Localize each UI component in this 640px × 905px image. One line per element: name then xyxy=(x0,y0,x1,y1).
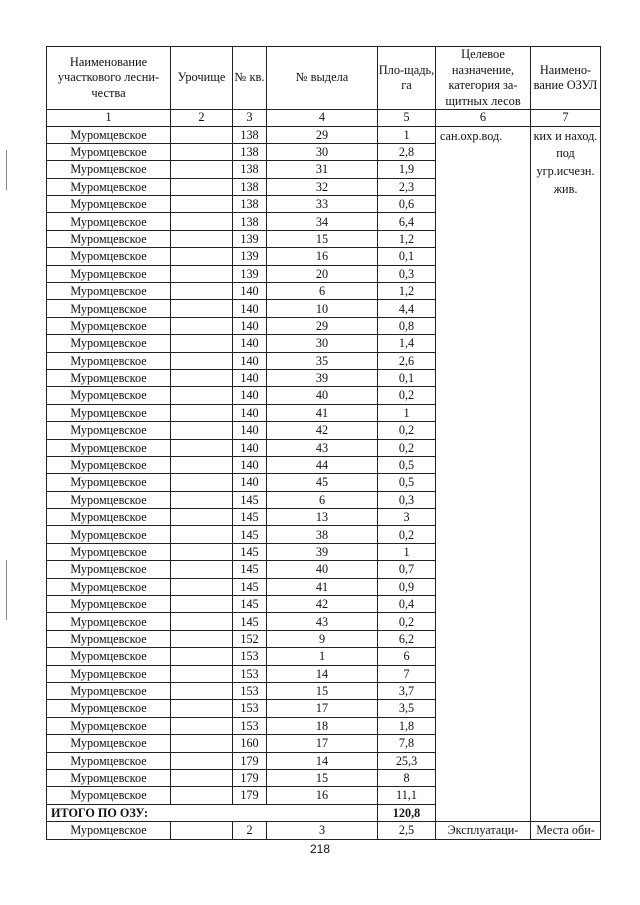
cell-urochishche xyxy=(171,665,233,682)
column-number-row xyxy=(47,110,601,127)
cell-kvartal: 179 xyxy=(233,769,267,786)
cell-urochishche xyxy=(171,387,233,404)
column-number: 1 xyxy=(47,110,171,127)
cell-lesnichestvo: Муромцевское xyxy=(47,787,171,804)
cell-vydel: 14 xyxy=(267,752,378,769)
page-number: 218 xyxy=(309,842,331,856)
header-lesnichestvo: Наименование участкового лесни-чества xyxy=(47,47,171,110)
cell-lesnichestvo: Муромцевское xyxy=(47,613,171,630)
cell-lesnichestvo: Муромцевское xyxy=(47,543,171,560)
cell-lesnichestvo: Муромцевское xyxy=(47,317,171,334)
cell-vydel: 6 xyxy=(267,491,378,508)
cell-naznachenie-group xyxy=(436,126,531,822)
cell-urochishche xyxy=(171,404,233,421)
cell-kvartal: 138 xyxy=(233,213,267,230)
cell-ploshchad: 25,3 xyxy=(378,752,436,769)
cell-urochishche xyxy=(171,752,233,769)
column-number: 3 xyxy=(233,110,267,127)
header-ozul: Наимено-вание ОЗУЛ xyxy=(531,47,601,110)
cell-urochishche xyxy=(171,439,233,456)
header-ploshchad: Пло-щадь, га xyxy=(378,47,436,110)
cell-ploshchad: 7 xyxy=(378,665,436,682)
cell-vydel: 34 xyxy=(267,213,378,230)
cell-urochishche xyxy=(171,178,233,195)
cell-lesnichestvo: Муромцевское xyxy=(47,578,171,595)
cell-ploshchad: 0,1 xyxy=(378,369,436,386)
cell-ploshchad: 1 xyxy=(378,404,436,421)
cell-vydel: 44 xyxy=(267,456,378,473)
cell-lesnichestvo: Муромцевское xyxy=(47,265,171,282)
cell-urochishche xyxy=(171,543,233,560)
cell-vydel: 13 xyxy=(267,509,378,526)
cell-urochishche xyxy=(171,196,233,213)
cell-vydel: 39 xyxy=(267,369,378,386)
cell-vydel: 10 xyxy=(267,300,378,317)
cell-vydel: 20 xyxy=(267,265,378,282)
cell-ploshchad: 8 xyxy=(378,769,436,786)
cell-lesnichestvo: Муромцевское xyxy=(47,283,171,300)
cell-ploshchad: 6,2 xyxy=(378,630,436,647)
cell-lesnichestvo: Муромцевское xyxy=(47,665,171,682)
cell-urochishche xyxy=(171,491,233,508)
cell-lesnichestvo: Муромцевское xyxy=(47,456,171,473)
cell-urochishche xyxy=(171,509,233,526)
cell-urochishche xyxy=(171,596,233,613)
cell-kvartal: 153 xyxy=(233,648,267,665)
cell-kvartal: 179 xyxy=(233,752,267,769)
cell-ploshchad: 0,9 xyxy=(378,578,436,595)
cell-naznachenie: Эксплуатаци- xyxy=(436,822,531,839)
cell-ploshchad: 1,2 xyxy=(378,283,436,300)
cell-lesnichestvo: Муромцевское xyxy=(47,196,171,213)
header-kvartal: № кв. xyxy=(233,47,267,110)
cell-lesnichestvo: Муромцевское xyxy=(47,561,171,578)
cell-vydel: 41 xyxy=(267,578,378,595)
cell-vydel: 15 xyxy=(267,230,378,247)
cell-urochishche xyxy=(171,161,233,178)
cell-vydel: 45 xyxy=(267,474,378,491)
cell-lesnichestvo: Муромцевское xyxy=(47,300,171,317)
cell-vydel: 16 xyxy=(267,787,378,804)
cell-kvartal: 145 xyxy=(233,543,267,560)
cell-kvartal: 140 xyxy=(233,474,267,491)
scan-artifact-line xyxy=(6,150,7,190)
cell-ploshchad: 2,3 xyxy=(378,178,436,195)
cell-kvartal: 145 xyxy=(233,509,267,526)
cell-ploshchad: 1,4 xyxy=(378,335,436,352)
cell-lesnichestvo: Муромцевское xyxy=(47,213,171,230)
cell-urochishche xyxy=(171,700,233,717)
cell-kvartal: 153 xyxy=(233,717,267,734)
cell-urochishche xyxy=(171,283,233,300)
cell-ploshchad: 0,2 xyxy=(378,526,436,543)
cell-ploshchad: 2,6 xyxy=(378,352,436,369)
cell-urochishche xyxy=(171,561,233,578)
cell-lesnichestvo: Муромцевское xyxy=(47,769,171,786)
column-number: 2 xyxy=(171,110,233,127)
cell-vydel: 33 xyxy=(267,196,378,213)
cell-urochishche xyxy=(171,630,233,647)
cell-lesnichestvo: Муромцевское xyxy=(47,700,171,717)
table-row xyxy=(47,822,601,839)
cell-kvartal: 145 xyxy=(233,526,267,543)
cell-vydel: 9 xyxy=(267,630,378,647)
cell-ploshchad: 0,7 xyxy=(378,561,436,578)
cell-urochishche xyxy=(171,456,233,473)
cell-urochishche xyxy=(171,822,233,839)
cell-vydel: 17 xyxy=(267,700,378,717)
cell-ploshchad: 1,2 xyxy=(378,230,436,247)
cell-urochishche xyxy=(171,300,233,317)
cell-vydel: 40 xyxy=(267,561,378,578)
cell-ploshchad: 6,4 xyxy=(378,213,436,230)
cell-ploshchad: 1,9 xyxy=(378,161,436,178)
cell-kvartal: 139 xyxy=(233,248,267,265)
cell-vydel: 15 xyxy=(267,683,378,700)
cell-urochishche xyxy=(171,613,233,630)
cell-ploshchad: 1 xyxy=(378,126,436,143)
cell-vydel: 14 xyxy=(267,665,378,682)
cell-vydel: 42 xyxy=(267,596,378,613)
cell-kvartal: 140 xyxy=(233,369,267,386)
cell-urochishche xyxy=(171,369,233,386)
cell-lesnichestvo: Муромцевское xyxy=(47,717,171,734)
cell-vydel: 31 xyxy=(267,161,378,178)
cell-kvartal: 140 xyxy=(233,404,267,421)
cell-kvartal: 140 xyxy=(233,422,267,439)
cell-vydel: 40 xyxy=(267,387,378,404)
cell-lesnichestvo: Муромцевское xyxy=(47,822,171,839)
cell-lesnichestvo: Муромцевское xyxy=(47,439,171,456)
column-number: 6 xyxy=(436,110,531,127)
cell-lesnichestvo: Муромцевское xyxy=(47,596,171,613)
cell-ploshchad: 0,2 xyxy=(378,613,436,630)
header-urochishche: Урочище xyxy=(171,47,233,110)
cell-kvartal: 140 xyxy=(233,456,267,473)
cell-ploshchad: 3,5 xyxy=(378,700,436,717)
cell-kvartal: 140 xyxy=(233,300,267,317)
cell-ploshchad: 3,7 xyxy=(378,683,436,700)
cell-ploshchad: 0,3 xyxy=(378,491,436,508)
cell-urochishche xyxy=(171,143,233,160)
cell-kvartal: 145 xyxy=(233,491,267,508)
header-naznachenie: Целевое назначение, категория за-щитных лесов xyxy=(436,47,531,110)
cell-urochishche xyxy=(171,735,233,752)
cell-ploshchad: 0,2 xyxy=(378,439,436,456)
cell-vydel: 6 xyxy=(267,283,378,300)
cell-kvartal: 140 xyxy=(233,352,267,369)
cell-urochishche xyxy=(171,526,233,543)
cell-urochishche xyxy=(171,265,233,282)
cell-lesnichestvo: Муромцевское xyxy=(47,143,171,160)
ozul-text: ких и наход. под угр.исчезн. жив. xyxy=(533,128,598,196)
cell-lesnichestvo: Муромцевское xyxy=(47,422,171,439)
cell-urochishche xyxy=(171,787,233,804)
cell-lesnichestvo: Муромцевское xyxy=(47,526,171,543)
cell-kvartal: 153 xyxy=(233,665,267,682)
cell-ploshchad: 0,2 xyxy=(378,422,436,439)
cell-vydel: 43 xyxy=(267,439,378,456)
cell-vydel: 42 xyxy=(267,422,378,439)
cell-lesnichestvo: Муромцевское xyxy=(47,230,171,247)
cell-lesnichestvo: Муромцевское xyxy=(47,474,171,491)
cell-lesnichestvo: Муромцевское xyxy=(47,630,171,647)
cell-vydel: 15 xyxy=(267,769,378,786)
naznachenie-text: сан.охр.вод. xyxy=(440,128,503,143)
cell-ploshchad: 2,5 xyxy=(378,822,436,839)
cell-lesnichestvo: Муромцевское xyxy=(47,491,171,508)
cell-lesnichestvo: Муромцевское xyxy=(47,126,171,143)
cell-kvartal: 145 xyxy=(233,578,267,595)
cell-kvartal: 145 xyxy=(233,561,267,578)
cell-vydel: 30 xyxy=(267,143,378,160)
cell-urochishche xyxy=(171,126,233,143)
cell-vydel: 41 xyxy=(267,404,378,421)
cell-kvartal: 140 xyxy=(233,439,267,456)
cell-kvartal: 2 xyxy=(233,822,267,839)
cell-lesnichestvo: Муромцевское xyxy=(47,648,171,665)
cell-urochishche xyxy=(171,474,233,491)
cell-lesnichestvo: Муромцевское xyxy=(47,752,171,769)
cell-vydel: 30 xyxy=(267,335,378,352)
header-vydel: № выдела xyxy=(267,47,378,110)
cell-lesnichestvo: Муромцевское xyxy=(47,248,171,265)
cell-kvartal: 179 xyxy=(233,787,267,804)
cell-urochishche xyxy=(171,717,233,734)
cell-ozul: Места оби- xyxy=(531,822,601,839)
cell-urochishche xyxy=(171,335,233,352)
cell-kvartal: 139 xyxy=(233,265,267,282)
table-row xyxy=(47,126,601,143)
cell-lesnichestvo: Муромцевское xyxy=(47,509,171,526)
cell-ploshchad: 1 xyxy=(378,543,436,560)
cell-kvartal: 138 xyxy=(233,143,267,160)
cell-vydel: 1 xyxy=(267,648,378,665)
cell-urochishche xyxy=(171,317,233,334)
cell-lesnichestvo: Муромцевское xyxy=(47,404,171,421)
cell-kvartal: 140 xyxy=(233,335,267,352)
cell-ploshchad: 4,4 xyxy=(378,300,436,317)
cell-vydel: 35 xyxy=(267,352,378,369)
cell-urochishche xyxy=(171,683,233,700)
column-number: 4 xyxy=(267,110,378,127)
cell-kvartal: 140 xyxy=(233,387,267,404)
column-number: 7 xyxy=(531,110,601,127)
cell-lesnichestvo: Муромцевское xyxy=(47,735,171,752)
cell-kvartal: 140 xyxy=(233,283,267,300)
cell-ploshchad: 1,8 xyxy=(378,717,436,734)
cell-urochishche xyxy=(171,248,233,265)
cell-kvartal: 145 xyxy=(233,613,267,630)
cell-vydel: 29 xyxy=(267,126,378,143)
cell-lesnichestvo: Муромцевское xyxy=(47,369,171,386)
cell-urochishche xyxy=(171,422,233,439)
cell-vydel: 29 xyxy=(267,317,378,334)
cell-lesnichestvo: Муромцевское xyxy=(47,161,171,178)
cell-urochishche xyxy=(171,769,233,786)
cell-ploshchad: 0,3 xyxy=(378,265,436,282)
cell-vydel: 3 xyxy=(267,822,378,839)
cell-lesnichestvo: Муромцевское xyxy=(47,178,171,195)
cell-ploshchad: 0,5 xyxy=(378,456,436,473)
total-value: 120,8 xyxy=(378,804,436,821)
cell-vydel: 39 xyxy=(267,543,378,560)
ozu-table xyxy=(46,46,601,840)
cell-urochishche xyxy=(171,230,233,247)
cell-ploshchad: 0,5 xyxy=(378,474,436,491)
cell-kvartal: 138 xyxy=(233,178,267,195)
cell-kvartal: 160 xyxy=(233,735,267,752)
cell-kvartal: 138 xyxy=(233,126,267,143)
cell-ploshchad: 0,2 xyxy=(378,387,436,404)
cell-urochishche xyxy=(171,578,233,595)
cell-lesnichestvo: Муромцевское xyxy=(47,387,171,404)
cell-kvartal: 138 xyxy=(233,161,267,178)
cell-urochishche xyxy=(171,352,233,369)
column-number: 5 xyxy=(378,110,436,127)
cell-ploshchad: 2,8 xyxy=(378,143,436,160)
cell-kvartal: 139 xyxy=(233,230,267,247)
total-label: ИТОГО ПО ОЗУ: xyxy=(47,804,378,821)
cell-kvartal: 153 xyxy=(233,700,267,717)
cell-lesnichestvo: Муромцевское xyxy=(47,352,171,369)
cell-ploshchad: 0,6 xyxy=(378,196,436,213)
cell-ploshchad: 6 xyxy=(378,648,436,665)
cell-kvartal: 153 xyxy=(233,683,267,700)
cell-ploshchad: 7,8 xyxy=(378,735,436,752)
cell-ozul-group xyxy=(531,126,601,822)
cell-kvartal: 152 xyxy=(233,630,267,647)
cell-vydel: 32 xyxy=(267,178,378,195)
cell-kvartal: 138 xyxy=(233,196,267,213)
cell-urochishche xyxy=(171,648,233,665)
table-body xyxy=(47,126,601,839)
cell-urochishche xyxy=(171,213,233,230)
cell-ploshchad: 0,1 xyxy=(378,248,436,265)
header-row xyxy=(47,47,601,110)
cell-vydel: 38 xyxy=(267,526,378,543)
scan-artifact-line xyxy=(6,560,7,620)
cell-vydel: 18 xyxy=(267,717,378,734)
cell-kvartal: 145 xyxy=(233,596,267,613)
cell-lesnichestvo: Муромцевское xyxy=(47,335,171,352)
cell-kvartal: 140 xyxy=(233,317,267,334)
cell-lesnichestvo: Муромцевское xyxy=(47,683,171,700)
cell-vydel: 16 xyxy=(267,248,378,265)
cell-ploshchad: 3 xyxy=(378,509,436,526)
cell-vydel: 43 xyxy=(267,613,378,630)
cell-ploshchad: 11,1 xyxy=(378,787,436,804)
cell-ploshchad: 0,8 xyxy=(378,317,436,334)
cell-ploshchad: 0,4 xyxy=(378,596,436,613)
cell-vydel: 17 xyxy=(267,735,378,752)
